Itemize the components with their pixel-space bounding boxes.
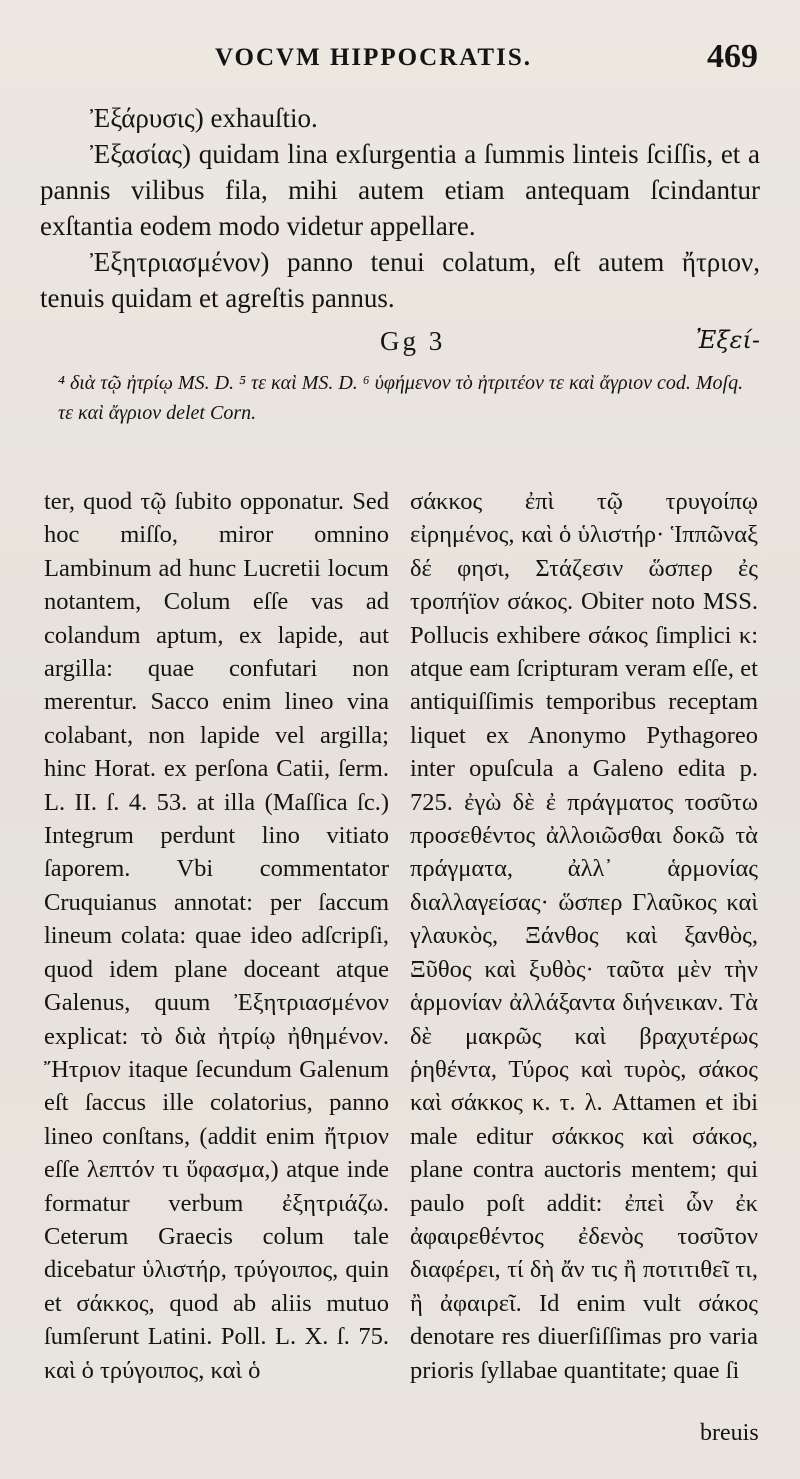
column-left-text: ter, quod τῷ ſubito opponatur. Sed hoc miſſo, miror omnino Lambinum ad hunc Lucretii locum notantem, Colum eſſe vas ad colandum aptum, ex lapide, aut argilla: quae confutari non merentur. Sacco enim lineo vina colabant, non lapide vel argilla; hinc Horat. ex perſona Catii, ſerm. L. II. ſ. 4. 53. at illa (Maſſica ſc.) Integrum perdunt lino vitiato ſaporem. Vbi commentator Cruquianus annotat: per ſaccum lineum colata: quae ideo adſcripſi, quod idem plane doceant atque Galenus, quum Ἐξητριασμένον explicat: τὸ διὰ ἠτρίῳ ἠθημένον. Ἤτριον itaque ſecundum Galenum eſt ſaccus ille colatorius, panno lineo conſtans, (addit enim ἤτριον eſſe λεπτόν τι ὕφασμα,) atque inde formatur verbum ἐξητριάζω. Ceterum Graecis colum tale dicebatur ὑλιστήρ, τρύγοιπος, quin et σάκκος, quod ab aliis mutuo ſumſerunt Latini. Poll. L. X. ſ. 75. καὶ ὁ τρύγοιπος, καὶ ὁ: [44, 488, 389, 1384]
commentary-column-left: [44, 485, 389, 1387]
entry-exarysis: Ἐξάρυσις) exhauſtio.: [90, 103, 318, 133]
running-title: VOCVM HIPPOCRATIS.: [215, 44, 532, 71]
entry-exetriasmenon: Ἐξητριασμένον) panno tenui colatum, eſt autem ἤτριον, tenuis quidam et agreſtis pannus.: [40, 247, 760, 313]
page-number: 469: [707, 38, 758, 75]
glossary-entries: [40, 100, 760, 316]
column-right-text: σάκκος ἐπὶ τῷ τρυγοίπῳ εἰρημένος, καὶ ὁ ὑλιστήρ· Ἱππῶναξ δέ φησι, Στάζεσιν ὥσπερ ἐς τροπήϊον σάκος. Obiter noto MSS. Pollucis exhibere σάκος ſimplici κ: atque eam ſcripturam veram eſſe, et antiquiſſimis temporibus receptam liquet ex Anonymo Pythagoreo inter opuſcula a Galeno edita p. 725. ἐγὼ δὲ ἐ πράγματος τοσῦτω προσεθέντος ἀλλοιῶσθαι δοκῶ τὰ πράγματα, ἀλλ᾽ ἁρμονίας διαλλαγείσας· ὥσπερ Γλαῦκος καὶ γλαυκὸς, Ξάνθος καὶ ξανθὸς, Ξῦθος καὶ ξυθὸς· ταῦτα μὲν τὴν ἁρμονίαν ἀλλάξαντα διήνεικαν. Τὰ δὲ μακρῶς καὶ βραχυτέρως ῥηθέντα, Τύρος καὶ τυρὸς, σάκος καὶ σάκκος κ. τ. λ. Attamen et ibi male editur σάκκος καὶ σάκος, plane contra auctoris mentem; qui paulo poſt addit: ἐπεὶ ὧν ἐκ ἀφαιρεθέντος ἐδενὸς τοσῦτον διαφέρει, τί δὴ ἄν τις ἢ ποτιτιθεῖ τι, ἢ ἀφαιρεῖ. Id enim vult σάκος denotare res diuerſiſſimas pro varia prioris ſyllabae quantitate; quae ſi: [410, 488, 758, 1384]
signature-mark: Gg 3: [380, 326, 446, 356]
entry-exasias: Ἐξασίας) quidam lina exſurgentia a ſummis linteis ſciſſis, et a pannis vilibus fila, mihi autem etiam antequam ſcindantur exſtantia eodem modo videtur appellare.: [40, 139, 760, 241]
commentary-column-right: [410, 485, 758, 1387]
catchword-top: Ἐξεί-: [695, 326, 760, 354]
footnote-text: ⁴ διὰ τῷ ἠτρίῳ MS. D. ⁵ τε καὶ MS. D. ⁶ ὑφήμενον τὸ ἠτριτέον τε καὶ ἄγριον cod. Moſq. τε καὶ ἄγριον delet Corn.: [58, 372, 744, 424]
signature-row: [40, 326, 760, 364]
catchword-bottom: breuis: [700, 1420, 759, 1446]
footnotes: [58, 368, 762, 428]
running-header: [0, 38, 800, 88]
